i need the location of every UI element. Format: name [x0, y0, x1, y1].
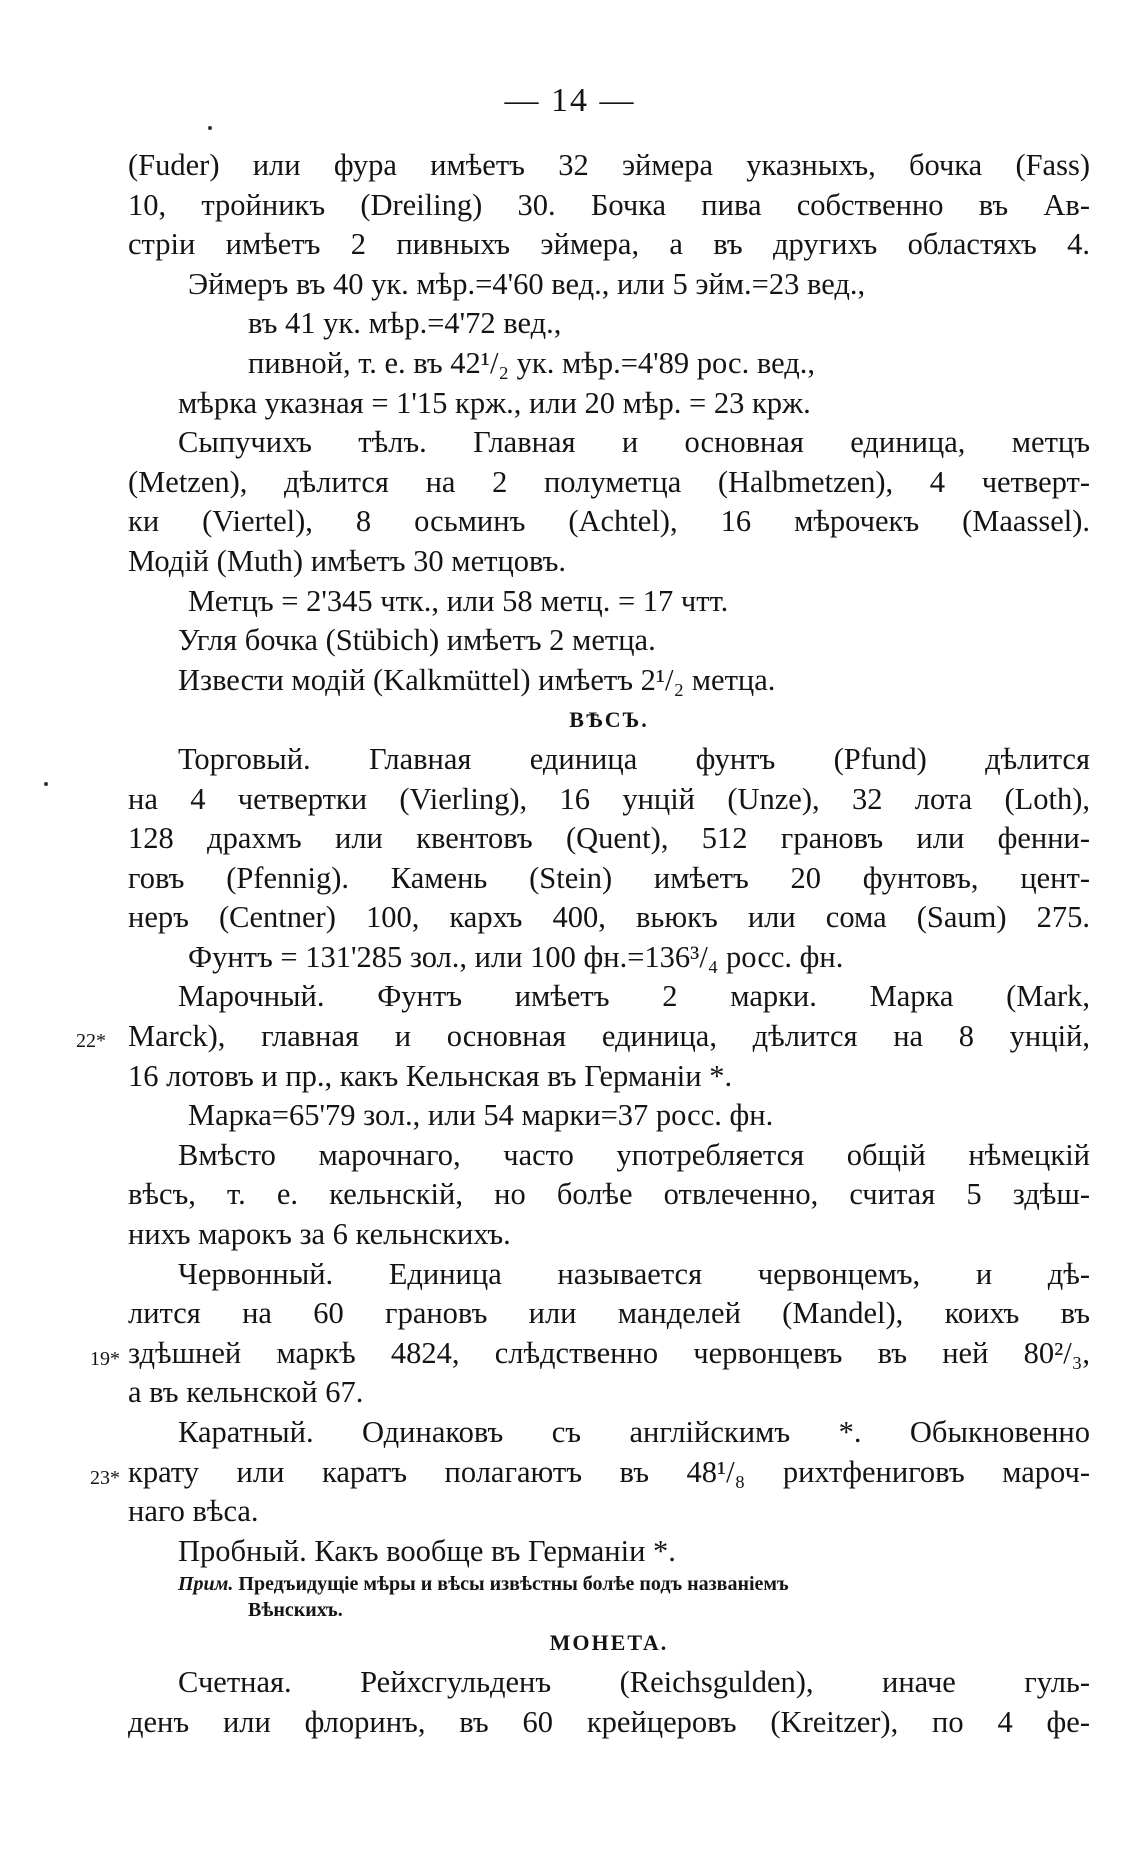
text-line: ки (Viertel), 8 осьминъ (Achtel), 16 мѣрочекъ (Maassel). — [128, 504, 1090, 539]
text-line: 128 драхмъ или квентовъ (Quent), 512 грановъ или фенни- — [128, 821, 1090, 856]
text-line: нихъ марокъ за 6 кельнскихъ. — [128, 1217, 511, 1252]
text-line: стріи имѣетъ 2 пивныхъ эймера, а въ другихъ областяхъ 4. — [128, 227, 1090, 262]
text-line: неръ (Centner) 100, кархъ 400, вьюкъ или сома (Saum) 275. — [128, 900, 1090, 935]
text-line: Извести модій (Kalkmüttel) имѣетъ 2¹/₂ метца. — [178, 662, 776, 697]
section-heading-weight: ВѢСЪ. — [569, 707, 649, 733]
text-line: мѣрка указная = 1'15 крж., или 20 мѣр. = 23 крж. — [178, 385, 811, 420]
text-line: а въ кельнской 67. — [128, 1375, 364, 1410]
page-number: — 14 — — [504, 82, 636, 119]
text-line: денъ или флоринъ, въ 60 крейцеровъ (Kreitzer), по 4 фе- — [128, 1704, 1090, 1739]
text-line: здѣшней маркѣ 4824, слѣдственно червонцевъ въ ней 80²/₃, — [128, 1335, 1090, 1370]
text-line: Вмѣсто марочнаго, часто употребляется общій нѣмецкій — [178, 1137, 1090, 1172]
margin-reference: 19* — [90, 1348, 120, 1370]
body-text — [128, 146, 1090, 1742]
footnote-label: Прим. — [178, 1573, 234, 1596]
footnote-text: Предъидущіе мѣры и вѣсы извѣстны болѣе подъ названіемъ — [238, 1573, 789, 1596]
text-line: наго вѣса. — [128, 1494, 259, 1529]
text-line: (Metzen), дѣлится на 2 полуметца (Halbmetzen), 4 четверт- — [128, 464, 1090, 499]
text-line: Марочный. Фунтъ имѣетъ 2 марки. Марка (Mark, — [178, 979, 1090, 1014]
text-line: Marck), главная и основная единица, дѣлится на 8 унцій, — [128, 1019, 1090, 1054]
text-line: Фунтъ = 131'285 зол., или 100 фн.=136³/₄ росс. фн. — [188, 939, 844, 974]
text-line: лится на 60 грановъ или манделей (Mandel), коихъ въ — [128, 1296, 1090, 1331]
text-line: Модій (Muth) имѣетъ 30 метцовъ. — [128, 543, 567, 578]
text-line: Угля бочка (Stübich) имѣетъ 2 метца. — [178, 623, 656, 658]
footnote-line — [128, 1571, 1090, 1597]
text-line: (Fuder) или фура имѣетъ 32 эймера указныхъ, бочка (Fass) — [128, 148, 1090, 182]
text-line: Червонный. Единица называется червонцемъ, и дѣ- — [178, 1256, 1090, 1291]
text-line: говъ (Pfennig). Камень (Stein) имѣетъ 20 фунтовъ, цент- — [128, 860, 1090, 895]
page-speck — [44, 782, 48, 786]
section-heading-coin: МОНЕТА. — [549, 1630, 669, 1656]
text-line: вѣсъ, т. е. кельнскій, но болѣе отвлеченно, считая 5 здѣш- — [128, 1177, 1090, 1212]
text-line: въ 41 ук. мѣр.=4'72 вед., — [248, 306, 562, 341]
text-line: Метцъ = 2'345 чтк., или 58 метц. = 17 чтт. — [188, 583, 729, 618]
text-line: Сыпучихъ тѣлъ. Главная и основная единица, метцъ — [178, 425, 1090, 460]
text-line: Каратный. Одинаковъ съ англійскимъ *. Обыкновенно — [178, 1415, 1090, 1449]
text-line: на 4 четвертки (Vierling), 16 унцій (Unze), 32 лота (Loth), — [128, 781, 1090, 816]
text-line: крату или каратъ полагаютъ въ 48¹/₈ рихтфениговъ мароч- — [128, 1454, 1090, 1489]
text-line: Эймеръ въ 40 ук. мѣр.=4'60 вед., или 5 эйм.=23 вед., — [188, 266, 866, 301]
margin-reference: 22* — [76, 1030, 106, 1052]
margin-reference: 23* — [90, 1467, 120, 1489]
text-line: Счетная. Рейхсгульденъ (Reichsgulden), иначе гуль- — [178, 1664, 1090, 1699]
text-line: Торговый. Главная единица фунтъ (Pfund) дѣлится — [178, 741, 1090, 776]
page-speck — [208, 126, 212, 130]
text-line: пивной, т. е. въ 42¹/₂ ук. мѣр.=4'89 рос. вед., — [248, 345, 815, 380]
text-line: 16 лотовъ и пр., какъ Кельнская въ Германіи *. — [128, 1058, 733, 1093]
footnote-line: Вѣнскихъ. — [248, 1599, 343, 1622]
text-line: 10, тройникъ (Dreiling) 30. Бочка пива собственно въ Ав- — [128, 187, 1090, 222]
text-line: Пробный. Какъ вообще въ Германіи *. — [178, 1533, 676, 1568]
text-line: Марка=65'79 зол., или 54 марки=37 росс. фн. — [188, 1098, 774, 1133]
